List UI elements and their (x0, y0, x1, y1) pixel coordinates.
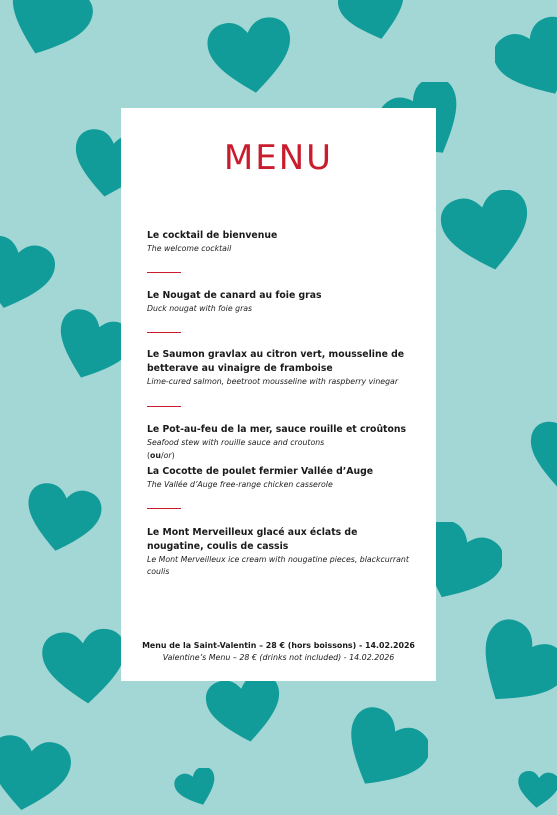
menu-course-choice (147, 423, 415, 491)
menu-title: MENU (223, 138, 334, 178)
heart-icon (470, 618, 557, 718)
course-name-fr: Le Nougat de canard au foie gras (147, 290, 322, 301)
heart-icon (206, 12, 296, 102)
heart-icon (508, 770, 557, 810)
choice-separator: (ou/or) (147, 451, 175, 460)
course-name-fr: Le Saumon gravlax au citron vert, mousseline de betterave au vinaigre de framboise (147, 349, 405, 374)
heart-icon (495, 16, 557, 106)
heart-icon (338, 705, 428, 800)
heart-icon (0, 0, 95, 60)
course-name-fr: La Cocotte de poulet fermier Vallée d’Auge (147, 466, 374, 477)
course-name-en: Duck nougat with foie gras (147, 304, 253, 313)
course-name-fr: Le Pot-au-feu de la mer, sauce rouille et croûtons (147, 424, 407, 435)
course-name-en: The Vallée d’Auge free-range chicken casserole (147, 480, 333, 489)
menu-card (121, 108, 436, 681)
course-name-en: Le Mont Merveilleux ice cream with nougatine pieces, blackcurrant coulis (147, 555, 409, 576)
course-name-en: Seafood stew with rouille sauce and croutons (147, 438, 325, 447)
course-separator (147, 406, 181, 407)
menu-course (147, 289, 415, 315)
heart-icon (525, 415, 557, 500)
heart-icon (40, 625, 130, 710)
heart-icon (172, 768, 222, 808)
course-name-fr: Le cocktail de bienvenue (147, 230, 278, 241)
heart-icon (0, 235, 55, 315)
course-name-en: The welcome cocktail (147, 244, 232, 253)
course-separator (147, 508, 181, 509)
heart-icon (52, 300, 132, 395)
heart-icon (0, 735, 75, 815)
heart-icon (440, 190, 535, 275)
footer-price-en: Valentine’s Menu – 28 € (drinks not included) - 14.02.2026 (162, 653, 395, 662)
menu-course (147, 348, 415, 388)
menu-footer (121, 640, 436, 664)
menu-course (147, 526, 415, 578)
course-name-en: Lime-cured salmon, beetroot mousseline with raspberry vinegar (147, 377, 399, 386)
footer-price-fr: Menu de la Saint-Valentin – 28 € (hors boissons) - 14.02.2026 (142, 641, 415, 650)
heart-icon (338, 0, 410, 44)
course-separator (147, 332, 181, 333)
menu-course (147, 229, 415, 255)
course-name-fr: Le Mont Merveilleux glacé aux éclats de nougatine, coulis de cassis (147, 527, 358, 552)
course-separator (147, 272, 181, 273)
heart-icon (22, 472, 102, 567)
